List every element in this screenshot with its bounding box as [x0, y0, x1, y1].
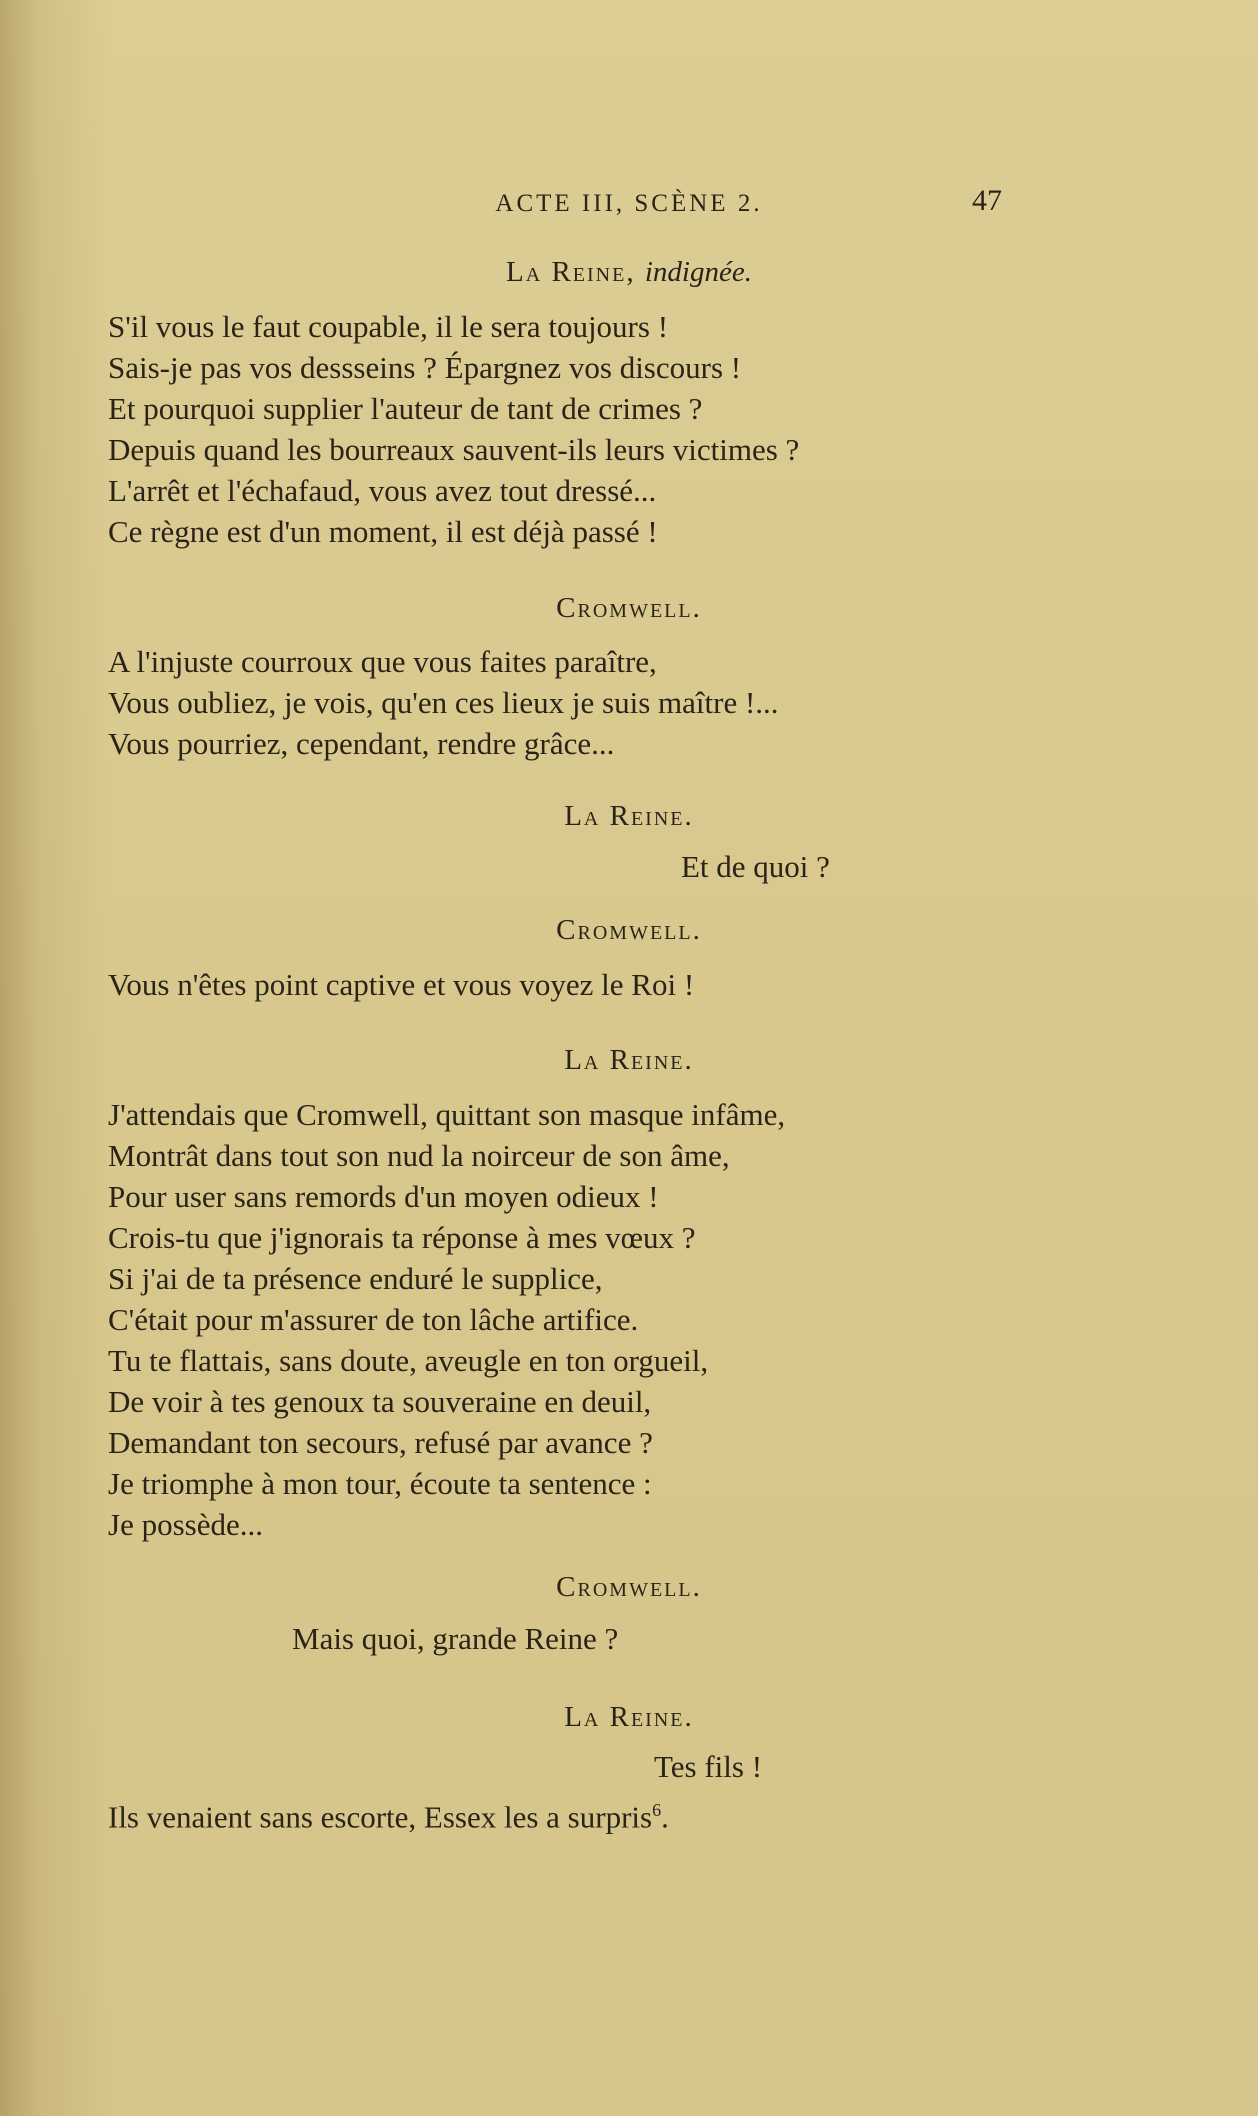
speaker-heading: [0, 592, 1258, 625]
page-number: 47: [972, 184, 1002, 217]
speaker-heading: [0, 1701, 1258, 1734]
verse-stanza: [108, 1790, 669, 1835]
verse-line: Montrât dans tout son nud la noirceur de son âme,: [108, 1138, 730, 1173]
verse-line-text: Ils venaient sans escorte, Essex les a surpris: [108, 1799, 653, 1835]
speaker-name: La Reine,: [506, 256, 636, 288]
verse-line: J'attendais que Cromwell, quittant son masque infâme,: [108, 1097, 786, 1132]
verse-line: A l'injuste courroux que vous faites paraître,: [108, 644, 657, 679]
verse-line: Sais-je pas vos dessseins ? Épargnez vos discours !: [108, 350, 742, 385]
running-title: ACTE III, SCÈNE 2.: [495, 190, 763, 217]
verse-line: Vous oubliez, je vois, qu'en ces lieux je suis maître !...: [108, 685, 779, 720]
verse-line: Pour user sans remords d'un moyen odieux !: [108, 1179, 659, 1214]
verse-half-line: Mais quoi, grande Reine ?: [292, 1621, 619, 1656]
verse-line: L'arrêt et l'échafaud, vous avez tout dressé...: [108, 473, 657, 508]
verse-line: Demandant ton secours, refusé par avance ?: [108, 1425, 653, 1460]
verse-line: C'était pour m'assurer de ton lâche artifice.: [108, 1302, 639, 1337]
verse-line: Et pourquoi supplier l'auteur de tant de crimes ?: [108, 391, 703, 426]
speaker-name: Cromwell.: [556, 914, 702, 946]
verse-line: S'il vous le faut coupable, il le sera toujours !: [108, 309, 669, 344]
verse-line: Je possède...: [108, 1507, 263, 1542]
stage-direction: indignée.: [644, 256, 752, 288]
verse-stanza: [108, 641, 779, 764]
verse-line: De voir à tes genoux ta souveraine en deuil,: [108, 1384, 652, 1419]
verse-line-end: .: [661, 1799, 669, 1835]
verse-half-line: Tes fils !: [654, 1749, 763, 1784]
speaker-name: Cromwell.: [556, 1571, 702, 1603]
verse-line: Je triomphe à mon tour, écoute ta sentence :: [108, 1466, 652, 1501]
speaker-heading: [0, 1044, 1258, 1077]
speaker-name: La Reine.: [564, 1701, 694, 1733]
verse-line: [108, 1790, 669, 1835]
verse-line: Vous n'êtes point captive et vous voyez le Roi !: [108, 967, 695, 1002]
speaker-heading: [0, 1571, 1258, 1604]
verse-half-line: Et de quoi ?: [681, 849, 830, 884]
speaker-heading: [0, 800, 1258, 833]
speaker-heading: [0, 256, 1258, 289]
verse-line: Tu te flattais, sans doute, aveugle en ton orgueil,: [108, 1343, 709, 1378]
verse-line: Vous pourriez, cependant, rendre grâce...: [108, 726, 615, 761]
verse-stanza: [108, 306, 799, 552]
verse-stanza: [108, 964, 694, 1005]
speaker-name: La Reine.: [564, 1044, 694, 1076]
verse-stanza: [108, 1094, 785, 1545]
footnote-marker: 6: [652, 1800, 662, 1820]
speaker-heading: [0, 914, 1258, 947]
verse-line: Crois-tu que j'ignorais ta réponse à mes vœux ?: [108, 1220, 696, 1255]
verse-line: Si j'ai de ta présence enduré le supplice,: [108, 1261, 603, 1296]
verse-line: Depuis quand les bourreaux sauvent-ils leurs victimes ?: [108, 432, 800, 467]
verse-line: Ce règne est d'un moment, il est déjà passé !: [108, 514, 658, 549]
speaker-name: La Reine.: [564, 800, 694, 832]
speaker-name: Cromwell.: [556, 592, 702, 624]
